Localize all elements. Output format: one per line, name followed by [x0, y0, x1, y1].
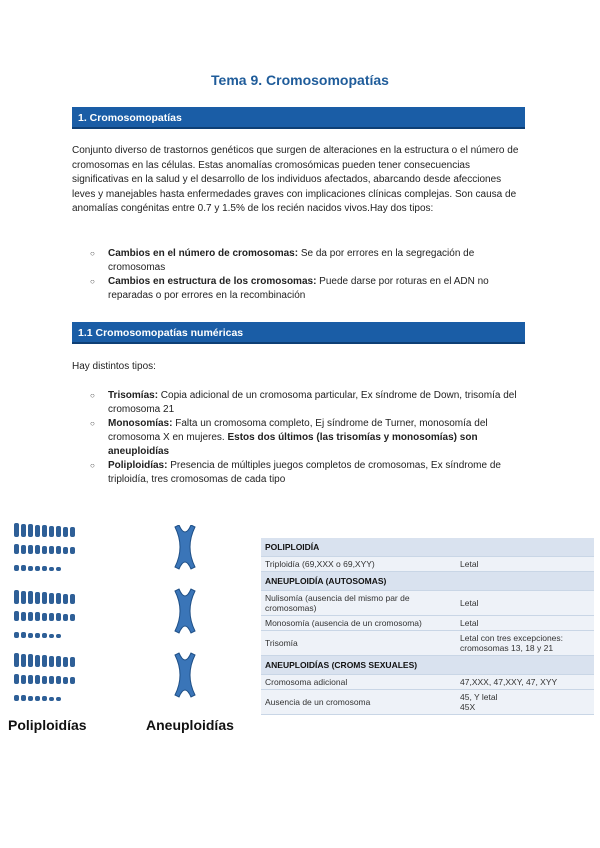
chromosome-icon	[49, 613, 54, 621]
chromosome-icon	[21, 695, 26, 701]
list-item-text: Puede darse por roturas en el ADN no reparadas o por errores en la recombinación	[108, 276, 489, 301]
numeric-types-list	[90, 389, 520, 487]
chromosome-illustration	[170, 525, 200, 705]
table-row	[261, 591, 594, 616]
chromosome-icon	[56, 676, 61, 684]
karyotype-row	[14, 624, 104, 638]
chromosome-icon	[21, 545, 26, 554]
karyotype-figure-1	[14, 523, 104, 574]
chromosome-icon	[28, 591, 33, 604]
chromosome-icon	[56, 697, 61, 701]
karyotype-row	[14, 523, 104, 537]
chromosome-icon	[70, 594, 75, 604]
chromosome-icon	[49, 593, 54, 604]
chromosome-icon	[70, 657, 75, 667]
chromosome-icon	[49, 567, 54, 571]
table-cell: Monosomía (ausencia de un cromosoma)	[261, 616, 456, 631]
table-cell	[456, 572, 594, 591]
chromosome-icon	[63, 547, 68, 554]
table-cell	[456, 656, 594, 675]
list-item-bold: Trisomías:	[108, 390, 159, 401]
table-cell: Trisomía	[261, 631, 456, 656]
chromosome-icon	[42, 655, 47, 667]
chromosome-icon	[63, 657, 68, 667]
table-row	[261, 616, 594, 631]
list-item	[90, 275, 520, 303]
chromosome-icon	[35, 525, 40, 537]
table-cell: ANEUPLOIDÍA (AUTOSOMAS)	[261, 572, 456, 591]
chromosome-icon	[14, 632, 19, 638]
chromosome-icon	[21, 524, 26, 537]
list-item-bold: Cambios en estructura de los cromosomas:	[108, 276, 317, 287]
table-cell: Nulisomía (ausencia del mismo par de cromosomas)	[261, 591, 456, 616]
chromosome-icon	[42, 613, 47, 621]
chromosome-icon	[42, 592, 47, 604]
caption-aneuploidias: Aneuploidías	[146, 717, 234, 733]
karyotype-row	[14, 670, 104, 684]
chromosome-icon	[14, 611, 19, 621]
chromosome-icon	[63, 594, 68, 604]
chromosome-icon	[49, 676, 54, 684]
chromosome-icon	[21, 675, 26, 684]
table-header-row	[261, 538, 594, 557]
chromosome-icon	[28, 654, 33, 667]
chromosome-icon	[14, 674, 19, 684]
chromosome-icon	[35, 592, 40, 604]
table-cell: Letal	[456, 591, 594, 616]
karyotype-row	[14, 590, 104, 604]
list-item-bold-note: Estos dos últimos (las trisomías y monosomías) son aneuploidías	[108, 432, 478, 457]
chromosome-x-icon	[175, 589, 195, 633]
table-row	[261, 557, 594, 572]
chromosome-icon	[42, 696, 47, 701]
chromosome-icon	[70, 547, 75, 554]
chromosome-icon	[49, 546, 54, 554]
chromosome-icon	[56, 634, 61, 638]
chromosome-icon	[14, 695, 19, 701]
list-item	[90, 417, 520, 459]
chromosome-icon	[49, 656, 54, 667]
chromosome-icon	[21, 591, 26, 604]
karyotype-figure-3	[14, 653, 104, 704]
chromosome-icon	[28, 566, 33, 571]
types-list	[90, 247, 520, 303]
chromosome-icon	[42, 676, 47, 684]
chromosome-icon	[63, 677, 68, 684]
list-item-bold: Monosomías:	[108, 418, 173, 429]
chromosome-icon	[42, 525, 47, 537]
chromosome-icon	[49, 634, 54, 638]
table-cell: 47,XXX, 47,XXY, 47, XYY	[456, 675, 594, 690]
list-item-bold: Poliploidías:	[108, 460, 168, 471]
chromosome-x-icon	[175, 525, 195, 569]
chromosome-icon	[35, 612, 40, 621]
types-intro: Hay distintos tipos:	[72, 361, 156, 372]
chromosome-icon	[35, 655, 40, 667]
chromosome-icon	[56, 613, 61, 621]
table-cell: Letal	[456, 616, 594, 631]
chromosomopathy-table	[261, 538, 594, 715]
karyotype-row	[14, 540, 104, 554]
chromosome-icon	[21, 654, 26, 667]
table-cell: Letal	[456, 557, 594, 572]
chromosome-icon	[56, 526, 61, 537]
chromosome-icon	[21, 632, 26, 638]
table-cell: Letal con tres excepciones: cromosomas 13, 18 y 21	[456, 631, 594, 656]
chromosome-icon	[70, 677, 75, 684]
table-header-row	[261, 572, 594, 591]
chromosome-icon	[70, 527, 75, 537]
list-item	[90, 459, 520, 487]
chromosome-icon	[35, 633, 40, 638]
chromosome-icon	[28, 612, 33, 621]
chromosome-icon	[14, 523, 19, 537]
karyotype-figure-2	[14, 590, 104, 641]
chromosome-icon	[21, 565, 26, 571]
table-cell: Cromosoma adicional	[261, 675, 456, 690]
chromosome-icon	[63, 527, 68, 537]
chromosome-icon	[35, 545, 40, 554]
chromosome-x-icon	[175, 653, 195, 697]
chromosome-icon	[56, 567, 61, 571]
list-item-text: Presencia de múltiples juegos completos de cromosomas, Ex síndrome de triploidía, tres cromosomas de cada tipo	[108, 460, 501, 485]
chromosome-icon	[42, 633, 47, 638]
karyotype-row	[14, 557, 104, 571]
chromosome-icon	[28, 524, 33, 537]
chromosome-icon	[14, 565, 19, 571]
table-row	[261, 631, 594, 656]
table-cell: Triploidía (69,XXX o 69,XYY)	[261, 557, 456, 572]
karyotype-row	[14, 653, 104, 667]
chromosome-icon	[21, 612, 26, 621]
chromosome-icon	[56, 656, 61, 667]
list-item-text: Falta un cromosoma completo, Ej síndrome de Turner, monosomía del cromosoma X en mujeres.	[108, 418, 488, 443]
section-heading-cromosomopatias: 1. Cromosomopatías	[72, 107, 525, 129]
chromosome-icon	[14, 544, 19, 554]
chromosome-icon	[49, 526, 54, 537]
chromosome-icon	[56, 546, 61, 554]
page-title: Tema 9. Cromosomopatías	[211, 72, 389, 88]
chromosome-icon	[28, 696, 33, 701]
table-row	[261, 690, 594, 715]
chromosome-icon	[35, 675, 40, 684]
chromosome-icon	[28, 545, 33, 554]
table-cell	[456, 538, 594, 557]
chromosome-icon	[49, 697, 54, 701]
chromosome-icon	[70, 614, 75, 621]
list-item-bold: Cambios en el número de cromosomas:	[108, 248, 299, 259]
list-item-text: Copia adicional de un cromosoma particular, Ex síndrome de Down, trisomía del cromosoma 21	[108, 390, 517, 415]
chromosome-icon	[42, 546, 47, 554]
caption-poliploidias: Poliploidías	[8, 717, 87, 733]
list-item	[90, 247, 520, 275]
chromosome-icon	[28, 675, 33, 684]
chromosome-icon	[35, 696, 40, 701]
karyotype-row	[14, 607, 104, 621]
chromosome-icon	[35, 566, 40, 571]
table-cell: ANEUPLOIDÍAS (CROMS SEXUALES)	[261, 656, 456, 675]
list-item-text: Se da por errores en la segregación de cromosomas	[108, 248, 475, 273]
karyotype-row	[14, 687, 104, 701]
chromosome-icon	[14, 653, 19, 667]
chromosome-icon	[56, 593, 61, 604]
intro-paragraph: Conjunto diverso de trastornos genéticos que surgen de alteraciones en la estructura o el número de cromosomas en las células. Estas anomalías cromosómicas pueden tener consecuencias significativas en la salud y el desarrollo de los individuos afectados, abarcando desde afecciones leves y manejables hasta enfermedades graves con implicaciones clínicas complejas. Son causa de anomalías congénitas entre 0.7 y 1.5% de los recién nacidos vivos.Hay dos tipos:	[72, 145, 519, 214]
list-item	[90, 389, 520, 417]
chromosome-icon	[14, 590, 19, 604]
chromosome-icon	[42, 566, 47, 571]
chromosome-icon	[63, 614, 68, 621]
table-cell: POLIPLOIDÍA	[261, 538, 456, 557]
section-heading-numericas: 1.1 Cromosomopatías numéricas	[72, 322, 525, 344]
table-cell: 45, Y letal 45X	[456, 690, 594, 715]
chromosome-icon	[28, 633, 33, 638]
table-header-row	[261, 656, 594, 675]
table-row	[261, 675, 594, 690]
table-cell: Ausencia de un cromosoma	[261, 690, 456, 715]
